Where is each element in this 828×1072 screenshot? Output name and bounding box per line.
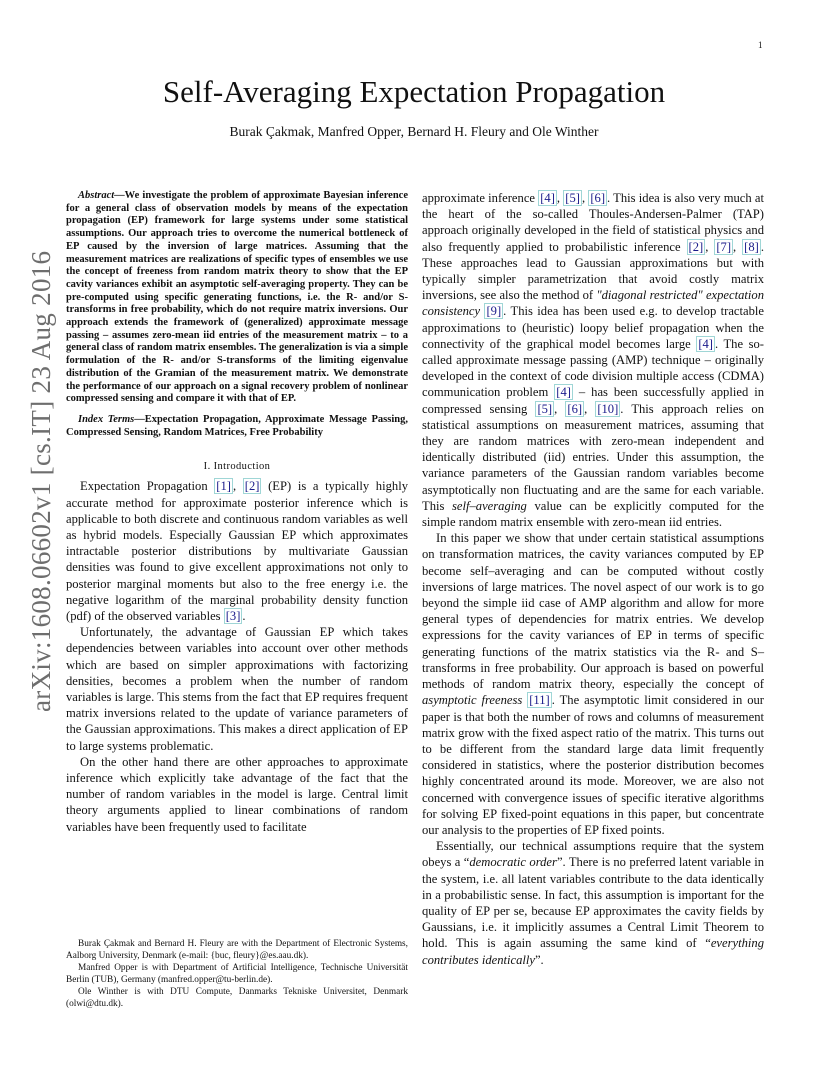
section-heading-introduction: I. Introduction bbox=[203, 461, 271, 473]
paragraph-text: (EP) is a typically highly accurate method for approximate posterior inference which is applicable to both discrete and continuous random variables as well as hybrid models. Especially Gaussian EP which approximates intractable posterior distributions by multivariate Gaussian densities was found to give excellent approximations not only to posterior marginal moments but also to the free energy i.e. the negative logarithm of the marginal probability density function (pdf) of the observed variables bbox=[66, 479, 408, 623]
emphasized-text: asymptotic freeness bbox=[422, 693, 523, 708]
paragraph-text: Unfortunately, the advantage of Gaussian EP which takes dependencies between variables into account over other methods which are based on simpler approximations with factorizing densities, becomes a problem when the number of random variables is large. This stems from the fact that EP requires frequent matrix inversions related to the update of variance parameters of the Gaussian approximations. This makes a direct application of EP to large systems problematic. bbox=[66, 625, 408, 753]
citation-link[interactable]: [2] bbox=[244, 479, 260, 494]
paragraph-text: Essentially, our technical assumptions require that the system obeys a “ bbox=[422, 839, 764, 870]
paragraph-text: On the other hand there are other approaches to approximate inference which explicitly take advantage of the fact that the number of random variables in the model is large. Central limit theory arguments applied to linear combinations of random variables have been frequently used to facilitate bbox=[66, 754, 408, 834]
author-affiliation-footnotes bbox=[66, 938, 408, 1010]
citation-link[interactable]: [10] bbox=[597, 401, 619, 416]
paragraph-text: In this paper we show that under certain statistical assumptions on transformation matrices, the cavity variances computed by EP become self–averaging and can be computed without costly inversions of large matrices. The novel aspect of our work is to go beyond the simple iid case of AMP algorithm and allow for more general types of dependencies for matrix entries. We develop expressions for the cavity variances of EP in terms of specific generating functions of the matrix statistics via the R- and S–transforms in free probability. Our approach is based on powerful methods of random matrix theory, especially the concept of bbox=[422, 531, 764, 692]
paragraph-text: . The asymptotic limit considered in our paper is that both the number of rows and columns of measurement matrix grow with the fixed aspect ratio of the matrix. This turns out to be different from the standard large data limit frequently considered in statistics, where the posterior distribution becomes highly concentrated around its mode. Moreover, we are also not concerned with convergence issues of specific iterative algorithms for solving EP fixed-point equations in this paper, but concentrate our analysis to the properties of EP fixed points. bbox=[422, 693, 764, 837]
emphasized-text: democratic order bbox=[469, 855, 557, 870]
body-paragraph bbox=[66, 624, 408, 754]
citation-link[interactable]: [6] bbox=[590, 191, 606, 205]
paper-title: Self-Averaging Expectation Propagation bbox=[162, 74, 666, 109]
right-body-text bbox=[422, 190, 764, 968]
emphasized-text: everything contributes identically bbox=[422, 936, 764, 967]
index-terms bbox=[66, 414, 408, 439]
citation-link[interactable]: [6] bbox=[567, 401, 583, 416]
abstract-label: Abstract bbox=[78, 190, 115, 201]
left-body-text bbox=[66, 478, 408, 834]
arxiv-identifier-stamp: arXiv:1608.06602v1 [cs.IT] 23 Aug 2016 bbox=[26, 250, 56, 712]
citation-link[interactable]: [5] bbox=[565, 191, 580, 205]
paragraph-text: , bbox=[581, 191, 589, 205]
page-number: 1 bbox=[758, 40, 763, 50]
index-terms-label: Index Terms bbox=[78, 413, 135, 425]
citation-link[interactable]: [3] bbox=[225, 608, 241, 623]
body-paragraph bbox=[66, 478, 408, 624]
paragraph-text: approximate inference bbox=[422, 191, 539, 205]
citation-link[interactable]: [1] bbox=[216, 479, 231, 494]
citation-link[interactable]: [4] bbox=[540, 191, 555, 205]
citation-link[interactable]: [5] bbox=[537, 401, 553, 416]
index-terms-text: —Expectation Propagation, Approximate Message Passing, Compressed Sensing, Random Matrices, Free Probability bbox=[66, 413, 408, 438]
paragraph-text: . This idea is also very much at the heart of the so-called Thoules-Andersen-Palmer (TAP) approach originally developed in the field of statistical physics and also frequently applied to probabilistic inference bbox=[422, 191, 765, 254]
paragraph-text: . This approach relies on statistical assumptions on measurement matrices, assuming that they are random matrices with zero-mean independent and identically distributed (iid) entries. Under this assumption, the variance parameters of the Gaussian random variables become asymptotically non fluctuating and are the same for each variable. This bbox=[422, 401, 765, 513]
paragraph-text: ”. There is no preferred latent variable in the system, i.e. all latent variables contribute to the data identically in a probabilistic sense. In fact, this assumption is important for the quality of EP per se, because EP approximates the cavity fields by Gaussians, i.e. it implicitly assumes a Central Limit Theorem to hold. This is again assuming the same kind of “ bbox=[422, 855, 765, 951]
paragraph-text: , bbox=[584, 401, 596, 416]
paragraph-text: , bbox=[556, 191, 564, 205]
citation-link[interactable]: [7] bbox=[716, 239, 732, 254]
paragraph-text: , bbox=[232, 479, 243, 494]
abstract bbox=[66, 190, 408, 406]
body-paragraph bbox=[66, 754, 408, 835]
paragraph-text: . The so-called approximate message passing (AMP) technique – originally developed in the context of code division multiple access (CDMA) communication problem bbox=[422, 336, 764, 400]
paragraph-text: Expectation Propagation bbox=[80, 479, 215, 494]
citation-link[interactable]: [4] bbox=[556, 385, 571, 400]
citation-link[interactable]: [9] bbox=[486, 304, 502, 319]
footnote: Manfred Opper is with Department of Artificial Intelligence, Technische Universität Berlin (TUB), Germany (manfred.opper@tu-berlin.de). bbox=[66, 963, 408, 985]
citation-link[interactable]: [8] bbox=[744, 239, 759, 254]
body-paragraph bbox=[422, 530, 764, 838]
abstract-text: —We investigate the problem of approximate Bayesian inference for a general class of observation models by means of the expectation propagation (EP) framework for large systems under some statistical assumptions. Our approach tries to overcome the numerical bottleneck of EP caused by the inversion of large matrices. Assuming that the measurement matrices are realizations of specific types of ensembles we use the concept of freeness from random matrix theory to show that the EP cavity variances exhibit an asymptotic self-averaging property. They can be pre-computed using specific generating functions, i.e. the R- and/or S-transforms in free probability, which do not require matrix inversions. Our approach extends the framework of (generalized) approximate message passing – assumes zero-mean iid entries of the measurement matrix – to a general class of random matrix ensembles. The generalization is via a simple formulation of the R- and/or S-transforms of the limiting eigenvalue distribution of the Gramian of the measurement matrix. We demonstrate the performance of our approach on a signal recovery problem of nonlinear compressed sensing and compare it with that of EP. bbox=[66, 190, 408, 405]
author-list: Burak Çakmak, Manfred Opper, Bernard H. Fleury and Ole Winther bbox=[229, 124, 599, 139]
footnote: Ole Winther is with DTU Compute, Danmarks Tekniske Universitet, Denmark (olwi@dtu.dk). bbox=[66, 987, 408, 1009]
paragraph-text: value can be explicitly computed for the simple random matrix ensemble with zero-mean iid entries. bbox=[422, 498, 764, 530]
citation-link[interactable]: [2] bbox=[688, 239, 704, 254]
body-paragraph bbox=[422, 190, 764, 530]
paragraph-text: . This idea has been used e.g. to develop tractable approximations to (heuristic) loopy belief propagation when the connectivity of the graphical model becomes large bbox=[422, 304, 764, 351]
right-column bbox=[422, 190, 764, 968]
paragraph-text: . bbox=[242, 608, 246, 623]
emphasized-text: self–averaging bbox=[452, 498, 527, 513]
citation-link[interactable]: [11] bbox=[529, 693, 550, 708]
body-paragraph bbox=[422, 838, 764, 968]
left-column bbox=[66, 190, 408, 835]
footnote: Burak Çakmak and Bernard H. Fleury are with the Department of Electronic Systems, Aalborg University, Denmark (e-mail: {buc, fleury}@es.aau.dk). bbox=[66, 939, 408, 961]
paragraph-text: , bbox=[554, 401, 566, 416]
paragraph-text: . These approaches lead to Gaussian approximations but with typically simpler parametrization that avoid costly matrix inversions, see also the method of bbox=[422, 239, 765, 303]
paragraph-text: , bbox=[705, 239, 715, 254]
paragraph-text: ”. bbox=[534, 952, 544, 967]
citation-link[interactable]: [4] bbox=[698, 336, 713, 351]
paragraph-text: , bbox=[733, 239, 743, 254]
paragraph-text: – has been successfully applied in compressed sensing bbox=[422, 385, 765, 416]
emphasized-text: "diagonal restricted" expectation consistency bbox=[422, 288, 764, 319]
